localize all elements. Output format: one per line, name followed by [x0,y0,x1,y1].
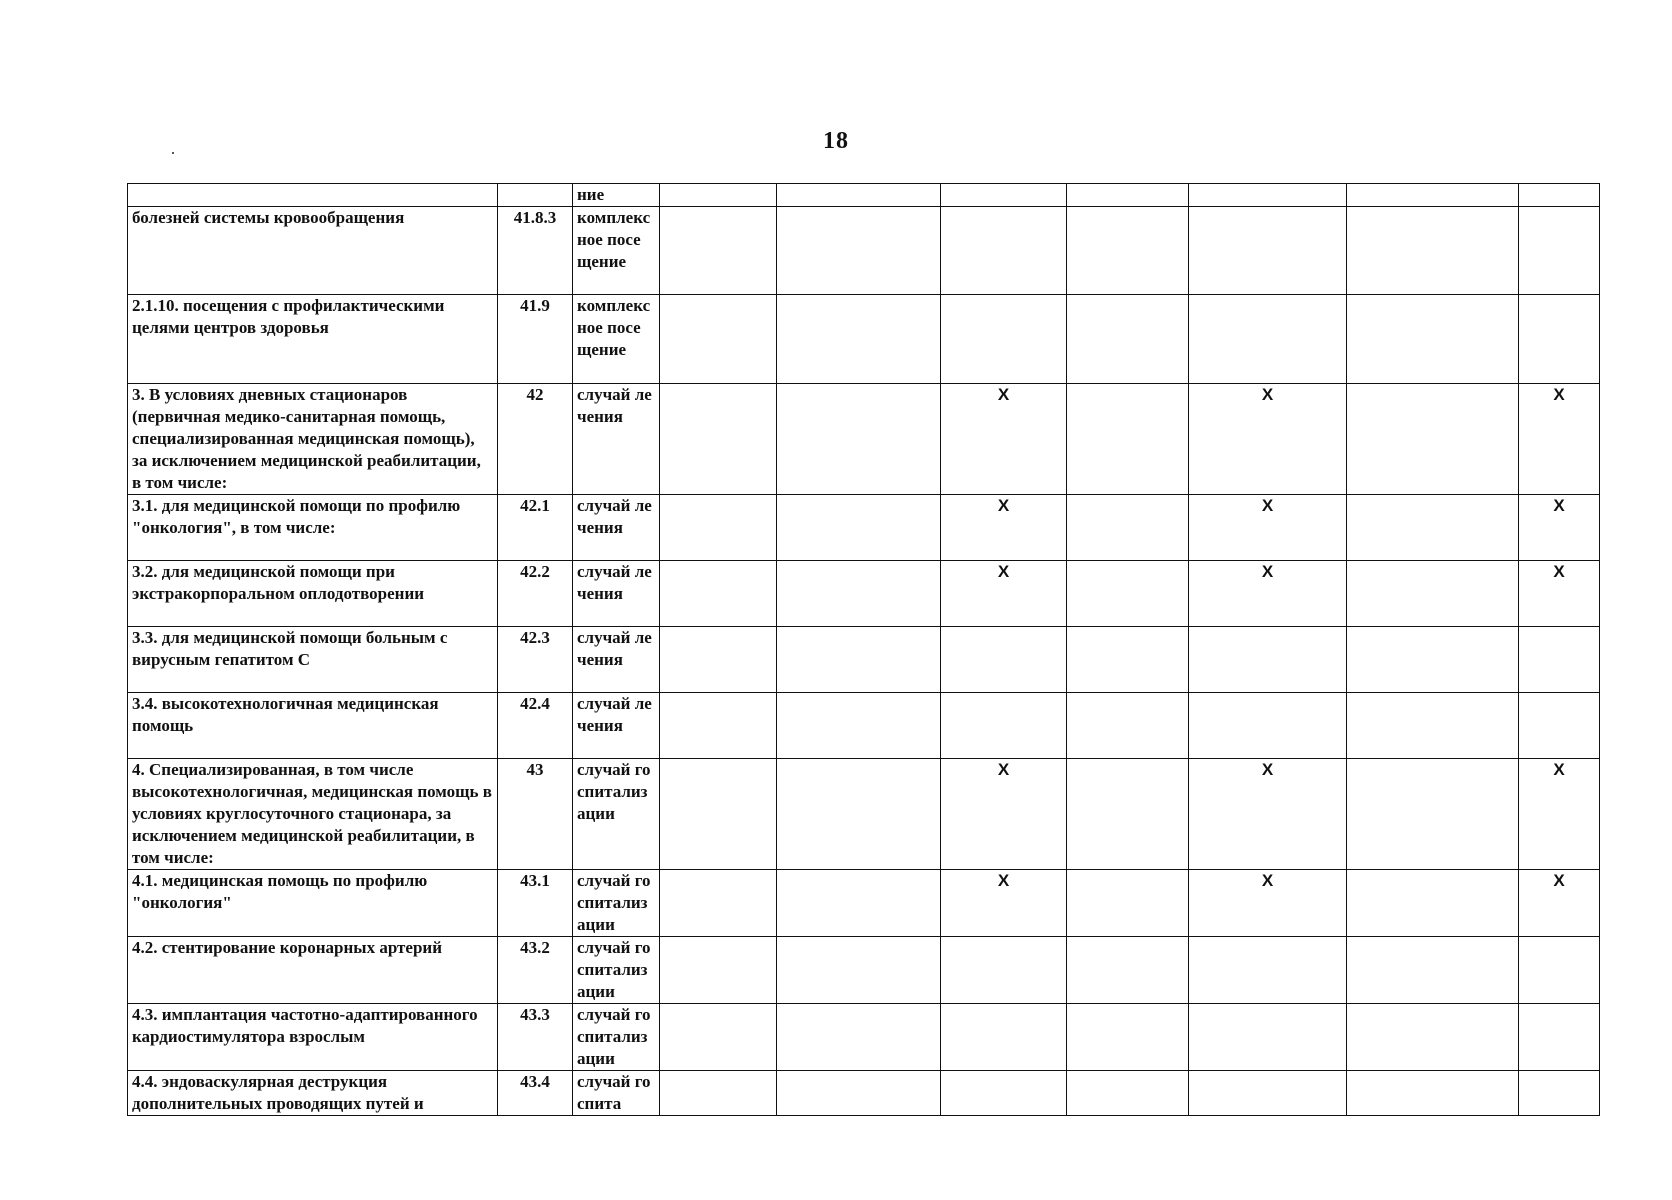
value-cell: X [1189,495,1347,561]
value-cell [1519,184,1600,207]
row-unit-cell: случай лечения [573,384,660,495]
value-cell: X [1519,384,1600,495]
value-cell [1067,693,1189,759]
value-cell [1067,495,1189,561]
value-cell [777,184,941,207]
row-code-cell: 43.4 [498,1071,573,1116]
row-code-cell [498,184,573,207]
value-cell [660,207,777,295]
value-cell [1189,207,1347,295]
value-cell: X [1189,870,1347,937]
value-cell [1189,1004,1347,1071]
row-name-cell: 3.1. для медицинской помощи по профилю "онкология", в том числе: [128,495,498,561]
value-cell [1067,937,1189,1004]
table-row [128,937,1600,1004]
value-cell [777,561,941,627]
row-name-cell: 4.3. имплантация частотно-адаптированного кардиостимулятора взрослым [128,1004,498,1071]
table-row [128,1004,1600,1071]
value-cell: X [941,384,1067,495]
value-cell: X [941,495,1067,561]
table-row [128,207,1600,295]
table-row [128,693,1600,759]
table-row [128,759,1600,870]
row-name-cell [128,184,498,207]
value-cell [1347,184,1519,207]
value-cell [1347,384,1519,495]
value-cell: X [941,759,1067,870]
value-cell [1519,295,1600,384]
value-cell [777,870,941,937]
table-row [128,384,1600,495]
value-cell [1347,295,1519,384]
value-cell [941,207,1067,295]
row-unit-cell: случай госпитализации [573,937,660,1004]
row-unit-cell: случай лечения [573,693,660,759]
value-cell [660,561,777,627]
row-unit-cell: ние [573,184,660,207]
value-cell [1067,627,1189,693]
row-code-cell: 43.1 [498,870,573,937]
row-name-cell: 4.2. стентирование коронарных артерий [128,937,498,1004]
row-unit-cell: случай лечения [573,495,660,561]
value-cell [1189,1071,1347,1116]
row-code-cell: 42.4 [498,693,573,759]
value-cell: X [1519,759,1600,870]
value-cell [777,207,941,295]
value-cell [660,870,777,937]
row-code-cell: 43 [498,759,573,870]
value-cell [941,627,1067,693]
row-code-cell: 43.2 [498,937,573,1004]
value-cell [1067,870,1189,937]
value-cell [777,384,941,495]
value-cell [1347,495,1519,561]
row-name-cell: 3.4. высокотехнологичная медицинская помощь [128,693,498,759]
value-cell [1519,627,1600,693]
value-cell [1067,1071,1189,1116]
row-code-cell: 41.9 [498,295,573,384]
value-cell: X [1189,759,1347,870]
value-cell [1519,1071,1600,1116]
value-cell [1189,295,1347,384]
value-cell [660,1004,777,1071]
value-cell [941,1004,1067,1071]
value-cell [1189,184,1347,207]
table-row [128,870,1600,937]
table-row [128,495,1600,561]
value-cell [777,759,941,870]
scan-speck [172,152,174,154]
value-cell [777,1071,941,1116]
row-name-cell: 4. Специализированная, в том числе высокотехнологичная, медицинская помощь в условиях круглосуточного стационара, за исключением медицинской реабилитации, в том числе: [128,759,498,870]
value-cell [1067,207,1189,295]
value-cell [941,937,1067,1004]
row-name-cell: 4.4. эндоваскулярная деструкция дополнительных проводящих путей и [128,1071,498,1116]
value-cell [1347,1071,1519,1116]
value-cell: X [941,561,1067,627]
value-cell: X [1519,561,1600,627]
value-cell [660,295,777,384]
value-cell [1347,1004,1519,1071]
value-cell [1519,693,1600,759]
value-cell [1067,295,1189,384]
indicators-table [127,183,1600,1116]
row-code-cell: 42.2 [498,561,573,627]
row-name-cell: 2.1.10. посещения с профилактическими целями центров здоровья [128,295,498,384]
value-cell [660,937,777,1004]
table-row [128,561,1600,627]
value-cell [1189,937,1347,1004]
row-code-cell: 43.3 [498,1004,573,1071]
value-cell [660,627,777,693]
value-cell [941,295,1067,384]
row-code-cell: 41.8.3 [498,207,573,295]
value-cell [1347,870,1519,937]
row-code-cell: 42.3 [498,627,573,693]
row-unit-cell: случай лечения [573,561,660,627]
value-cell: X [1189,561,1347,627]
row-name-cell: 4.1. медицинская помощь по профилю "онкология" [128,870,498,937]
value-cell [1067,184,1189,207]
value-cell [1067,384,1189,495]
value-cell [1347,937,1519,1004]
row-code-cell: 42.1 [498,495,573,561]
value-cell: X [941,870,1067,937]
value-cell [1519,1004,1600,1071]
value-cell [777,627,941,693]
row-name-cell: 3.3. для медицинской помощи больным с вирусным гепатитом С [128,627,498,693]
value-cell [1067,1004,1189,1071]
value-cell [777,295,941,384]
value-cell: X [1519,870,1600,937]
value-cell [1189,693,1347,759]
row-unit-cell: комплексное посещение [573,207,660,295]
value-cell [777,495,941,561]
value-cell [660,495,777,561]
row-name-cell: 3.2. для медицинской помощи при экстракорпоральном оплодотворении [128,561,498,627]
row-name-cell: болезней системы кровообращения [128,207,498,295]
value-cell [1347,207,1519,295]
row-unit-cell: случай госпитализации [573,759,660,870]
row-unit-cell: комплексное посещение [573,295,660,384]
row-code-cell: 42 [498,384,573,495]
value-cell [660,693,777,759]
row-unit-cell: случай госпита [573,1071,660,1116]
value-cell [1067,759,1189,870]
value-cell [777,937,941,1004]
row-unit-cell: случай госпитализации [573,870,660,937]
value-cell [1347,759,1519,870]
page-number: 18 [823,128,849,154]
value-cell [1347,627,1519,693]
row-unit-cell: случай лечения [573,627,660,693]
table-row [128,627,1600,693]
value-cell [777,693,941,759]
row-unit-cell: случай госпитализации [573,1004,660,1071]
value-cell [660,759,777,870]
value-cell [1519,937,1600,1004]
table-row [128,184,1600,207]
value-cell: X [1519,495,1600,561]
value-cell [1067,561,1189,627]
value-cell [1519,207,1600,295]
value-cell [941,1071,1067,1116]
value-cell [777,1004,941,1071]
value-cell [660,1071,777,1116]
table-row [128,295,1600,384]
value-cell [1189,627,1347,693]
value-cell [941,693,1067,759]
value-cell: X [1189,384,1347,495]
value-cell [660,184,777,207]
table-row [128,1071,1600,1116]
value-cell [941,184,1067,207]
value-cell [1347,693,1519,759]
row-name-cell: 3. В условиях дневных стационаров (первичная медико-санитарная помощь, специализированная медицинская помощь), за исключением медицинской реабилитации, в том числе: [128,384,498,495]
value-cell [660,384,777,495]
value-cell [1347,561,1519,627]
